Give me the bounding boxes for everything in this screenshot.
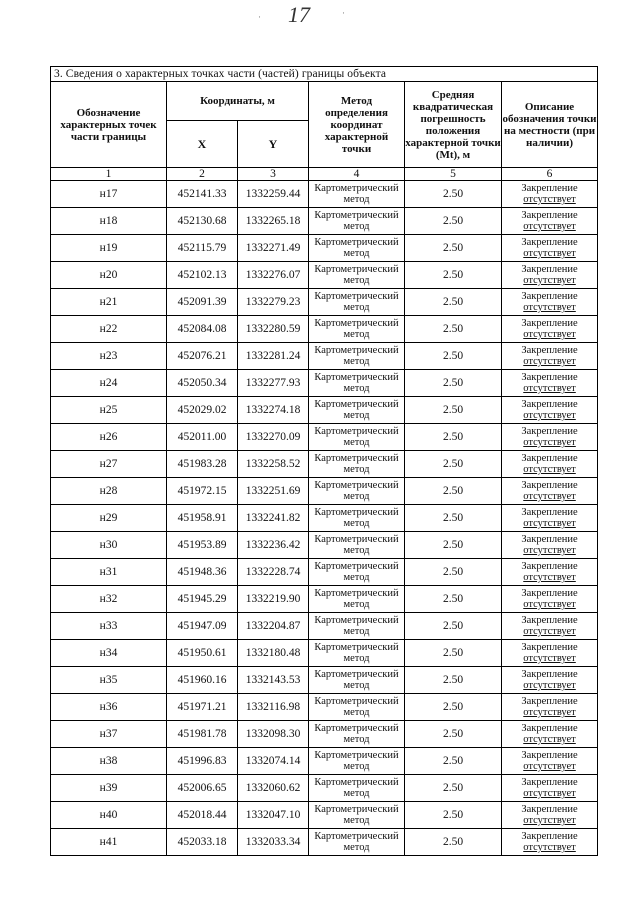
point-name: н17 <box>51 181 167 208</box>
coord-x: 452029.02 <box>167 397 238 424</box>
method-cell: Картометрический метод <box>309 235 405 262</box>
error-value: 2.50 <box>405 721 502 748</box>
description-line-1: Закрепление <box>521 777 578 788</box>
coord-x: 452076.21 <box>167 343 238 370</box>
header-coordinates: Координаты, м <box>167 82 309 121</box>
header-designation: Обозначение характерных точек части границы <box>51 82 167 168</box>
description-line-1: Закрепление <box>521 264 578 275</box>
description-cell <box>502 235 598 262</box>
description-line-1: Закрепление <box>521 426 578 437</box>
table-row <box>51 208 598 235</box>
description-cell <box>502 775 598 802</box>
coord-y: 1332033.34 <box>238 829 309 856</box>
coord-y: 1332271.49 <box>238 235 309 262</box>
description-line-2: отсутствует <box>523 302 576 313</box>
description-line-2: отсутствует <box>523 275 576 286</box>
table-row <box>51 424 598 451</box>
point-name: н23 <box>51 343 167 370</box>
coord-x: 452141.33 <box>167 181 238 208</box>
coord-x: 452011.00 <box>167 424 238 451</box>
table-row <box>51 802 598 829</box>
header-method: Метод определения координат характерной точки <box>309 82 405 168</box>
description-cell <box>502 424 598 451</box>
coord-x: 451950.61 <box>167 640 238 667</box>
coord-y: 1332204.87 <box>238 613 309 640</box>
point-name: н39 <box>51 775 167 802</box>
description-line-1: Закрепление <box>521 750 578 761</box>
method-cell: Картометрический метод <box>309 505 405 532</box>
header-y: Y <box>238 121 309 168</box>
table-row <box>51 829 598 856</box>
method-cell: Картометрический метод <box>309 640 405 667</box>
coord-x: 452130.68 <box>167 208 238 235</box>
coord-y: 1332116.98 <box>238 694 309 721</box>
description-line-2: отсутствует <box>523 734 576 745</box>
coord-y: 1332280.59 <box>238 316 309 343</box>
coord-y: 1332047.10 <box>238 802 309 829</box>
description-line-2: отсутствует <box>523 410 576 421</box>
coord-x: 452006.65 <box>167 775 238 802</box>
description-line-2: отсутствует <box>523 329 576 340</box>
method-cell: Картометрический метод <box>309 829 405 856</box>
boundary-points-table <box>50 66 598 856</box>
point-name: н22 <box>51 316 167 343</box>
coord-x: 452115.79 <box>167 235 238 262</box>
table-row <box>51 262 598 289</box>
coord-x: 452033.18 <box>167 829 238 856</box>
description-line-2: отсутствует <box>523 572 576 583</box>
description-line-1: Закрепление <box>521 210 578 221</box>
description-cell <box>502 802 598 829</box>
coord-x: 451960.16 <box>167 667 238 694</box>
point-name: н28 <box>51 478 167 505</box>
point-name: н30 <box>51 532 167 559</box>
description-line-2: отсутствует <box>523 194 576 205</box>
description-cell <box>502 478 598 505</box>
point-name: н24 <box>51 370 167 397</box>
error-value: 2.50 <box>405 316 502 343</box>
error-value: 2.50 <box>405 775 502 802</box>
method-cell: Картометрический метод <box>309 397 405 424</box>
point-name: н29 <box>51 505 167 532</box>
table-row <box>51 478 598 505</box>
point-name: н27 <box>51 451 167 478</box>
point-name: н40 <box>51 802 167 829</box>
table-row <box>51 343 598 370</box>
point-name: н34 <box>51 640 167 667</box>
error-value: 2.50 <box>405 505 502 532</box>
coord-y: 1332219.90 <box>238 586 309 613</box>
error-value: 2.50 <box>405 343 502 370</box>
description-cell <box>502 586 598 613</box>
description-line-2: отсутствует <box>523 707 576 718</box>
description-line-1: Закрепление <box>521 804 578 815</box>
table-row <box>51 505 598 532</box>
point-name: н37 <box>51 721 167 748</box>
method-cell: Картометрический метод <box>309 694 405 721</box>
description-cell <box>502 451 598 478</box>
description-line-2: отсутствует <box>523 761 576 772</box>
coord-x: 451958.91 <box>167 505 238 532</box>
error-value: 2.50 <box>405 559 502 586</box>
coord-y: 1332241.82 <box>238 505 309 532</box>
coord-x: 451996.83 <box>167 748 238 775</box>
method-cell: Картометрический метод <box>309 289 405 316</box>
description-line-1: Закрепление <box>521 453 578 464</box>
method-cell: Картометрический метод <box>309 262 405 289</box>
description-line-1: Закрепление <box>521 561 578 572</box>
description-line-2: отсутствует <box>523 356 576 367</box>
method-cell: Картометрический метод <box>309 721 405 748</box>
error-value: 2.50 <box>405 262 502 289</box>
description-line-1: Закрепление <box>521 669 578 680</box>
description-cell <box>502 370 598 397</box>
coord-y: 1332228.74 <box>238 559 309 586</box>
error-value: 2.50 <box>405 208 502 235</box>
coord-y: 1332060.62 <box>238 775 309 802</box>
description-cell <box>502 316 598 343</box>
description-cell <box>502 694 598 721</box>
description-cell <box>502 721 598 748</box>
description-cell <box>502 829 598 856</box>
description-line-1: Закрепление <box>521 534 578 545</box>
coord-x: 451948.36 <box>167 559 238 586</box>
table-row <box>51 397 598 424</box>
table-body <box>51 181 598 856</box>
description-cell <box>502 208 598 235</box>
method-cell: Картометрический метод <box>309 559 405 586</box>
description-line-2: отсутствует <box>523 248 576 259</box>
method-cell: Картометрический метод <box>309 316 405 343</box>
coord-y: 1332180.48 <box>238 640 309 667</box>
header-error: Средняя квадратическая погрешность положения характерной точки (Mt), м <box>405 82 502 168</box>
point-name: н26 <box>51 424 167 451</box>
point-name: н25 <box>51 397 167 424</box>
section-title: 3. Сведения о характерных точках части (частей) границы объекта <box>51 67 598 82</box>
error-value: 2.50 <box>405 667 502 694</box>
description-cell <box>502 613 598 640</box>
column-number: 1 <box>51 168 167 181</box>
description-line-2: отсутствует <box>523 383 576 394</box>
table-row <box>51 559 598 586</box>
table-row <box>51 775 598 802</box>
method-cell: Картометрический метод <box>309 478 405 505</box>
description-cell <box>502 532 598 559</box>
point-name: н33 <box>51 613 167 640</box>
column-number: 5 <box>405 168 502 181</box>
description-cell <box>502 559 598 586</box>
description-cell <box>502 397 598 424</box>
coord-y: 1332270.09 <box>238 424 309 451</box>
description-line-2: отсутствует <box>523 680 576 691</box>
error-value: 2.50 <box>405 613 502 640</box>
description-cell <box>502 667 598 694</box>
description-line-1: Закрепление <box>521 399 578 410</box>
coord-y: 1332281.24 <box>238 343 309 370</box>
error-value: 2.50 <box>405 235 502 262</box>
description-line-1: Закрепление <box>521 723 578 734</box>
table-row <box>51 316 598 343</box>
coord-y: 1332274.18 <box>238 397 309 424</box>
description-line-2: отсутствует <box>523 788 576 799</box>
page-number: 17 <box>288 2 310 27</box>
description-cell <box>502 640 598 667</box>
description-cell <box>502 505 598 532</box>
description-line-2: отсутствует <box>523 464 576 475</box>
method-cell: Картометрический метод <box>309 343 405 370</box>
description-cell <box>502 343 598 370</box>
method-cell: Картометрический метод <box>309 586 405 613</box>
table-row <box>51 451 598 478</box>
description-line-1: Закрепление <box>521 696 578 707</box>
coord-x: 451981.78 <box>167 721 238 748</box>
description-line-2: отсутствует <box>523 815 576 826</box>
coord-y: 1332098.30 <box>238 721 309 748</box>
description-line-2: отсутствует <box>523 221 576 232</box>
method-cell: Картометрический метод <box>309 667 405 694</box>
coord-y: 1332259.44 <box>238 181 309 208</box>
error-value: 2.50 <box>405 586 502 613</box>
error-value: 2.50 <box>405 802 502 829</box>
error-value: 2.50 <box>405 748 502 775</box>
column-number: 6 <box>502 168 598 181</box>
coord-y: 1332143.53 <box>238 667 309 694</box>
coord-y: 1332251.69 <box>238 478 309 505</box>
point-name: н19 <box>51 235 167 262</box>
coord-x: 451953.89 <box>167 532 238 559</box>
coord-x: 452102.13 <box>167 262 238 289</box>
coord-y: 1332265.18 <box>238 208 309 235</box>
table-row <box>51 532 598 559</box>
column-number: 2 <box>167 168 238 181</box>
coord-x: 451945.29 <box>167 586 238 613</box>
table-row <box>51 235 598 262</box>
description-line-1: Закрепление <box>521 588 578 599</box>
error-value: 2.50 <box>405 478 502 505</box>
description-line-1: Закрепление <box>521 372 578 383</box>
method-cell: Картометрический метод <box>309 424 405 451</box>
point-name: н31 <box>51 559 167 586</box>
description-line-1: Закрепление <box>521 345 578 356</box>
column-number: 3 <box>238 168 309 181</box>
coord-y: 1332258.52 <box>238 451 309 478</box>
description-line-1: Закрепление <box>521 318 578 329</box>
error-value: 2.50 <box>405 640 502 667</box>
error-value: 2.50 <box>405 451 502 478</box>
method-cell: Картометрический метод <box>309 802 405 829</box>
coord-x: 451972.15 <box>167 478 238 505</box>
point-name: н35 <box>51 667 167 694</box>
table-row <box>51 721 598 748</box>
coord-y: 1332279.23 <box>238 289 309 316</box>
description-line-2: отсутствует <box>523 545 576 556</box>
table-row <box>51 289 598 316</box>
coord-x: 452050.34 <box>167 370 238 397</box>
error-value: 2.50 <box>405 424 502 451</box>
description-line-2: отсутствует <box>523 491 576 502</box>
method-cell: Картометрический метод <box>309 370 405 397</box>
description-line-1: Закрепление <box>521 831 578 842</box>
coord-x: 451971.21 <box>167 694 238 721</box>
header-x: X <box>167 121 238 168</box>
column-number: 4 <box>309 168 405 181</box>
description-line-2: отсутствует <box>523 653 576 664</box>
description-line-1: Закрепление <box>521 615 578 626</box>
table-row <box>51 667 598 694</box>
table-row <box>51 181 598 208</box>
coord-x: 452018.44 <box>167 802 238 829</box>
header-description: Описание обозначения точки на местности (при наличии) <box>502 82 598 168</box>
error-value: 2.50 <box>405 397 502 424</box>
method-cell: Картометрический метод <box>309 613 405 640</box>
description-line-1: Закрепление <box>521 291 578 302</box>
point-name: н36 <box>51 694 167 721</box>
point-name: н21 <box>51 289 167 316</box>
error-value: 2.50 <box>405 289 502 316</box>
description-line-1: Закрепление <box>521 237 578 248</box>
coord-x: 452084.08 <box>167 316 238 343</box>
point-name: н20 <box>51 262 167 289</box>
description-line-2: отсутствует <box>523 842 576 853</box>
scan-mark: · <box>258 12 261 22</box>
method-cell: Картометрический метод <box>309 181 405 208</box>
method-cell: Картометрический метод <box>309 748 405 775</box>
error-value: 2.50 <box>405 829 502 856</box>
description-line-1: Закрепление <box>521 183 578 194</box>
table-row <box>51 613 598 640</box>
description-cell <box>502 181 598 208</box>
coord-x: 451983.28 <box>167 451 238 478</box>
point-name: н41 <box>51 829 167 856</box>
description-line-1: Закрепление <box>521 507 578 518</box>
method-cell: Картометрический метод <box>309 775 405 802</box>
table-row <box>51 694 598 721</box>
description-cell <box>502 748 598 775</box>
scan-mark: · <box>342 8 345 18</box>
error-value: 2.50 <box>405 694 502 721</box>
coord-y: 1332236.42 <box>238 532 309 559</box>
description-line-1: Закрепление <box>521 480 578 491</box>
coord-x: 451947.09 <box>167 613 238 640</box>
method-cell: Картометрический метод <box>309 532 405 559</box>
description-cell <box>502 289 598 316</box>
point-name: н32 <box>51 586 167 613</box>
method-cell: Картометрический метод <box>309 451 405 478</box>
column-numbers-row <box>51 168 598 181</box>
error-value: 2.50 <box>405 532 502 559</box>
point-name: н38 <box>51 748 167 775</box>
description-line-2: отсутствует <box>523 626 576 637</box>
table-row <box>51 640 598 667</box>
table-row <box>51 586 598 613</box>
method-cell: Картометрический метод <box>309 208 405 235</box>
table-row <box>51 748 598 775</box>
coord-y: 1332276.07 <box>238 262 309 289</box>
point-name: н18 <box>51 208 167 235</box>
error-value: 2.50 <box>405 370 502 397</box>
description-line-1: Закрепление <box>521 642 578 653</box>
coord-y: 1332277.93 <box>238 370 309 397</box>
error-value: 2.50 <box>405 181 502 208</box>
description-cell <box>502 262 598 289</box>
description-line-2: отсутствует <box>523 437 576 448</box>
description-line-2: отсутствует <box>523 518 576 529</box>
table-row <box>51 370 598 397</box>
coord-x: 452091.39 <box>167 289 238 316</box>
description-line-2: отсутствует <box>523 599 576 610</box>
coord-y: 1332074.14 <box>238 748 309 775</box>
